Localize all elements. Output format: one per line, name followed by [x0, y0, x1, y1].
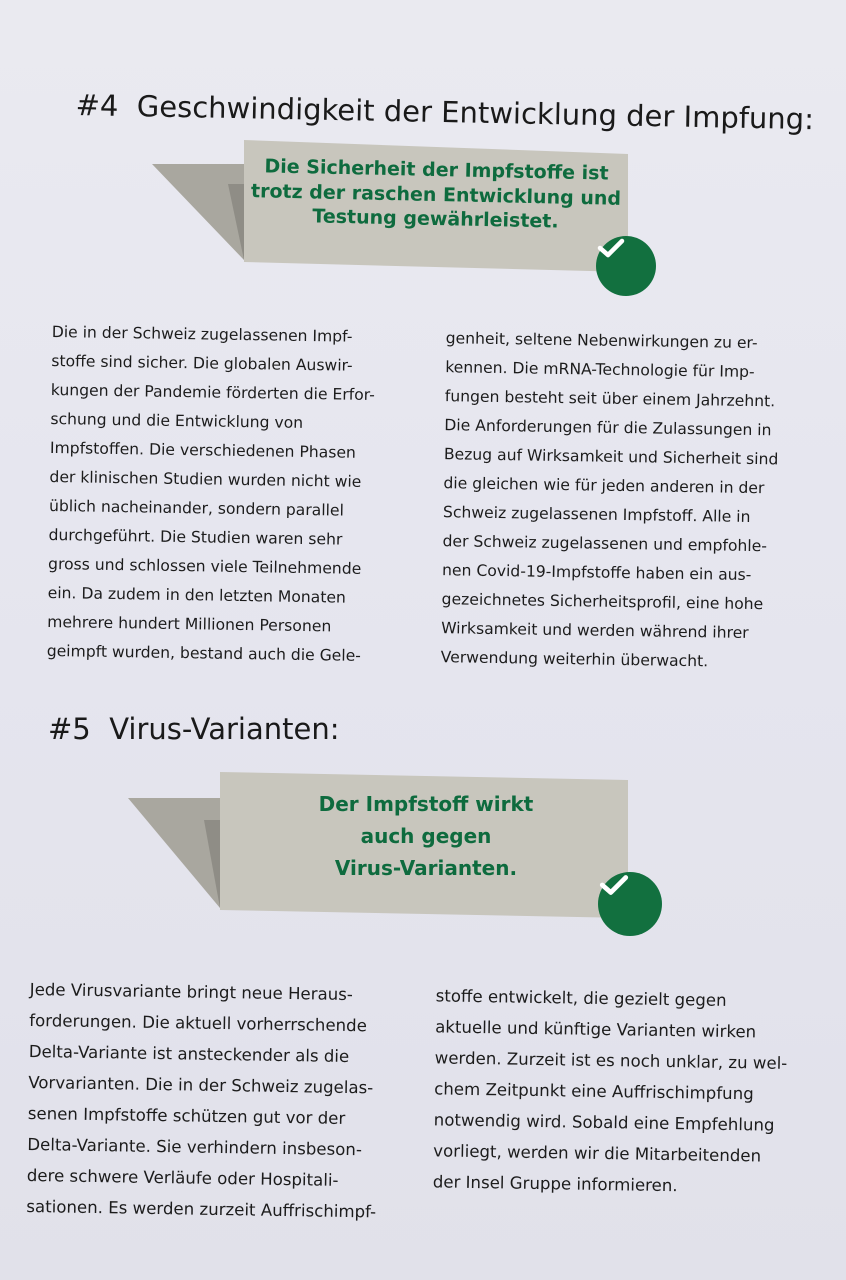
section-5-body: [26, 974, 822, 1234]
section-4-column-left: Die in der Schweiz zugelassenen Impf- stoffe sind sicher. Die globalen Auswir- kungen der Pandemie förderten die Erfor- schung und die Entwicklung von Impfstoffen. Die verschiedenen Phasen der klinischen Studien wurden nicht wie üblich nacheinander, sondern parallel durchgeführt. Die Studien waren sehr gross und schlossen viele Teilnehmende ein. Da zudem in den letzten Monaten mehrere hundert Millionen Personen geimpft wurden, bestand auch die Gele-: [46, 322, 375, 665]
section-4-body: [47, 318, 812, 678]
section-4-banner-text: Die Sicherheit der Impfstoffe ist trotz der raschen Entwicklung und Testung gewährleistet.: [250, 155, 622, 233]
section-4-title: Geschwindigkeit der Entwicklung der Impfung:: [136, 89, 815, 137]
section-5-banner: [126, 772, 666, 947]
section-5-column-right: stoffe entwickelt, die gezielt gegen aktuelle und künftige Varianten wirken werden. Zurzeit ist es noch unklar, zu wel- chem Zeitpunkt eine Auffrischimpfung notwendig wird. Sobald eine Empfehlung vorliegt, werden wir die Mitarbeitenden der Insel Gruppe informieren.: [432, 986, 788, 1196]
section-5-heading: [48, 712, 339, 746]
checkmark-icon: [598, 872, 662, 936]
section-4-number: #4: [75, 88, 119, 123]
section-5-number: #5: [48, 712, 91, 746]
checkmark-icon: [596, 236, 656, 296]
section-4-banner: [150, 140, 670, 300]
section-5: [0, 690, 846, 1280]
section-5-title: Virus-Varianten:: [109, 712, 340, 746]
section-4-heading: [75, 88, 814, 136]
section-5-column-left: Jede Virusvariante bringt neue Heraus- forderungen. Die aktuell vorherrschende Delta-Variante ist ansteckender als die Vorvarianten. Die in der Schweiz zugelas- senen Impfstoffe schützen gut vor der Delta-Variante. Sie verhindern insbeson- dere schwere Verläufe oder Hospitali- sationen. Es werden zurzeit Auffrischimpf-: [26, 979, 377, 1222]
section-5-banner-text: Der Impfstoff wirkt auch gegen Virus-Varianten.: [318, 792, 534, 880]
section-4-column-right: genheit, seltene Nebenwirkungen zu er- kennen. Die mRNA-Technologie für Imp- fungen besteht seit über einem Jahrzehnt. Die Anforderungen für die Zulassungen in Bezug auf Wirksamkeit und Sicherheit sind die gleichen wie für jeden anderen in der Schweiz zugelassenen Impfstoff. Alle in der Schweiz zugelassenen und empfohle- nen Covid-19-Impfstoffe haben ein aus- gezeichnetes Sicherheitsprofil, eine hohe Wirksamkeit und werden während ihrer Verwendung weiterhin überwacht.: [440, 329, 779, 671]
